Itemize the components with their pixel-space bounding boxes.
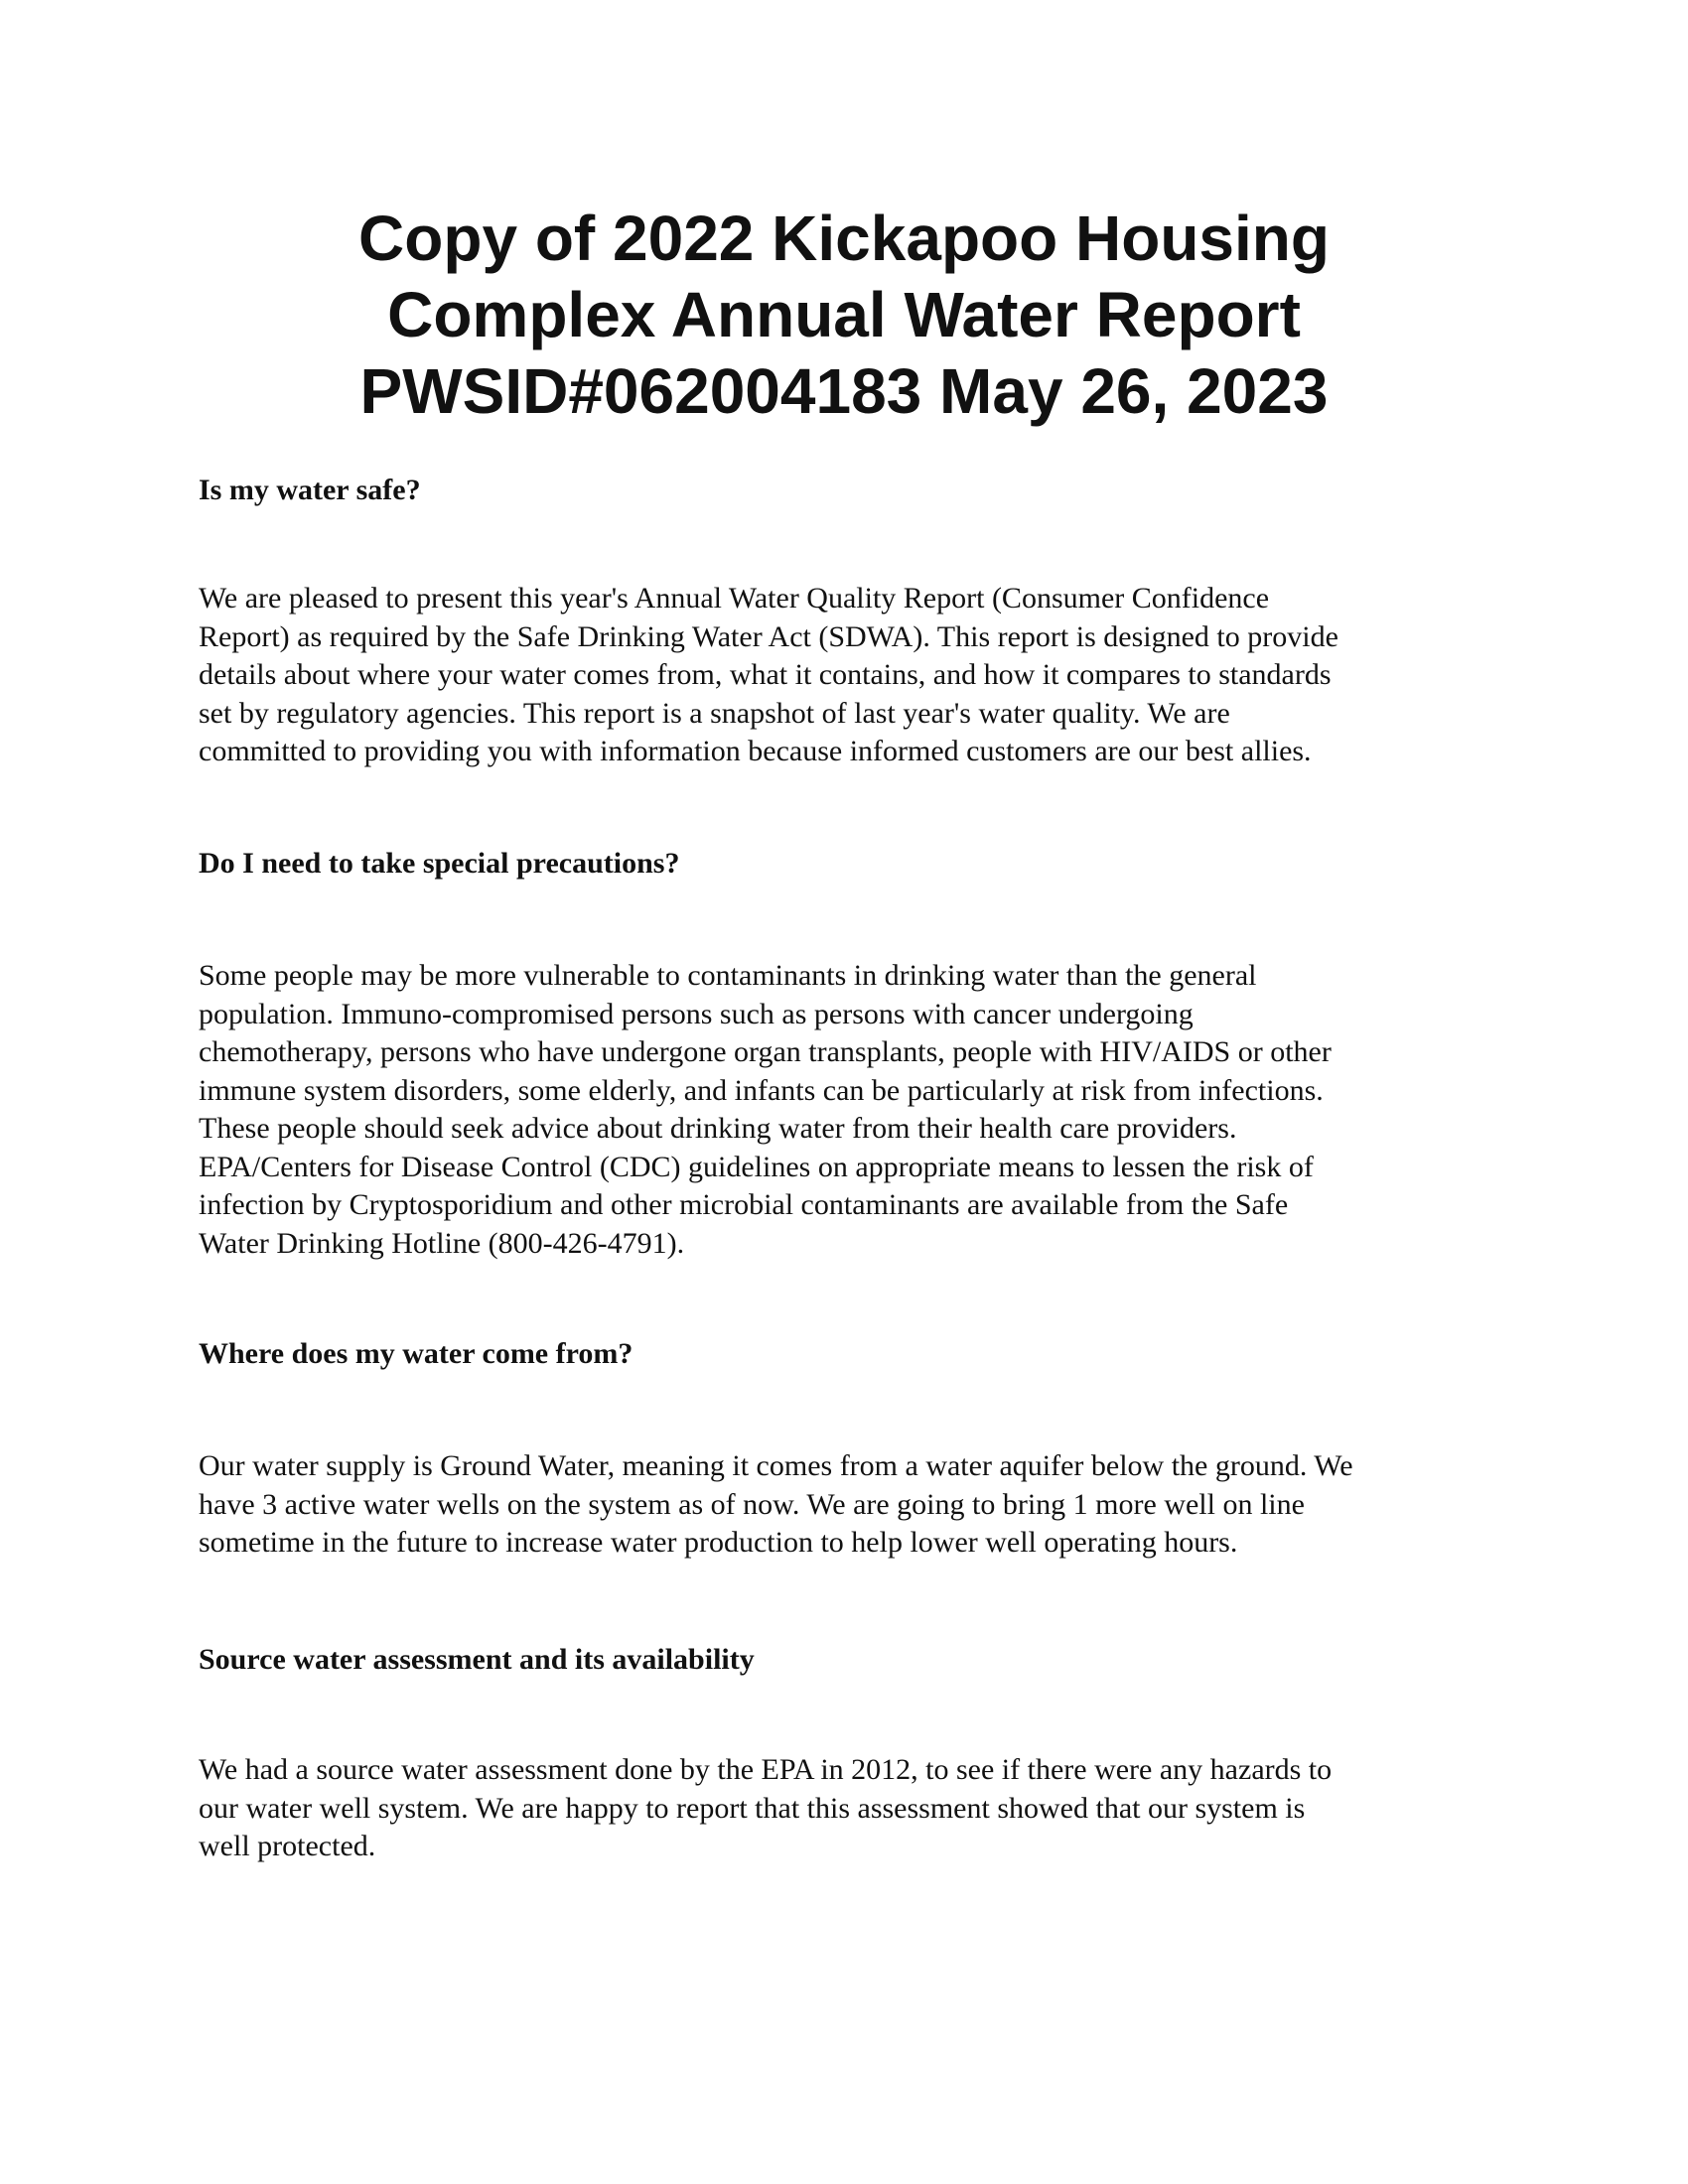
section-heading-water-safe: Is my water safe? — [199, 474, 421, 506]
section-heading-precautions: Do I need to take special precautions? — [199, 847, 680, 880]
title-line: Complex Annual Water Report — [387, 279, 1301, 350]
paragraph-line: set by regulatory agencies. This report is a snapshot of last year's water quality. We are — [199, 696, 1230, 730]
paragraph-line: population. Immuno-compromised persons such as persons with cancer undergoing — [199, 997, 1194, 1030]
paragraph-line: EPA/Centers for Disease Control (CDC) guidelines on appropriate means to lessen the risk of — [199, 1150, 1314, 1183]
section-paragraph-source-assessment — [199, 1751, 1519, 1866]
paragraph-line: sometime in the future to increase water production to help lower well operating hours. — [199, 1526, 1238, 1559]
paragraph-line: committed to providing you with information because informed customers are our best allies. — [199, 735, 1312, 767]
paragraph-line: details about where your water comes from, what it contains, and how it compares to standards — [199, 658, 1332, 691]
paragraph-line: infection by Cryptosporidium and other microbial contaminants are available from the Safe — [199, 1188, 1289, 1221]
document-title — [199, 201, 1489, 430]
section-heading-water-source: Where does my water come from? — [199, 1337, 633, 1370]
paragraph-line: Some people may be more vulnerable to contaminants in drinking water than the general — [199, 959, 1257, 992]
section-paragraph-precautions — [199, 957, 1519, 1263]
paragraph-line: Report) as required by the Safe Drinking Water Act (SDWA). This report is designed to provide — [199, 619, 1338, 653]
paragraph-line: well protected. — [199, 1830, 376, 1862]
section-paragraph-water-safe — [199, 580, 1519, 771]
paragraph-line: We had a source water assessment done by the EPA in 2012, to see if there were any hazards to — [199, 1753, 1333, 1786]
paragraph-line: Our water supply is Ground Water, meaning it comes from a water aquifer below the ground. We — [199, 1449, 1353, 1482]
paragraph-line: We are pleased to present this year's Annual Water Quality Report (Consumer Confidence — [199, 582, 1270, 614]
title-line: PWSID#062004183 May 26, 2023 — [359, 355, 1329, 427]
title-line: Copy of 2022 Kickapoo Housing — [358, 203, 1330, 274]
paragraph-line: our water well system. We are happy to report that this assessment showed that our system is — [199, 1791, 1306, 1825]
paragraph-line: have 3 active water wells on the system as of now. We are going to bring 1 more well on line — [199, 1487, 1305, 1521]
paragraph-line: Water Drinking Hotline (800-426-4791). — [199, 1226, 685, 1260]
paragraph-line: chemotherapy, persons who have undergone organ transplants, people with HIV/AIDS or other — [199, 1035, 1332, 1068]
paragraph-line: These people should seek advice about drinking water from their health care providers. — [199, 1112, 1237, 1145]
section-paragraph-water-source — [199, 1447, 1519, 1563]
paragraph-line: immune system disorders, some elderly, and infants can be particularly at risk from infections. — [199, 1073, 1324, 1107]
section-heading-source-assessment: Source water assessment and its availability — [199, 1643, 755, 1676]
